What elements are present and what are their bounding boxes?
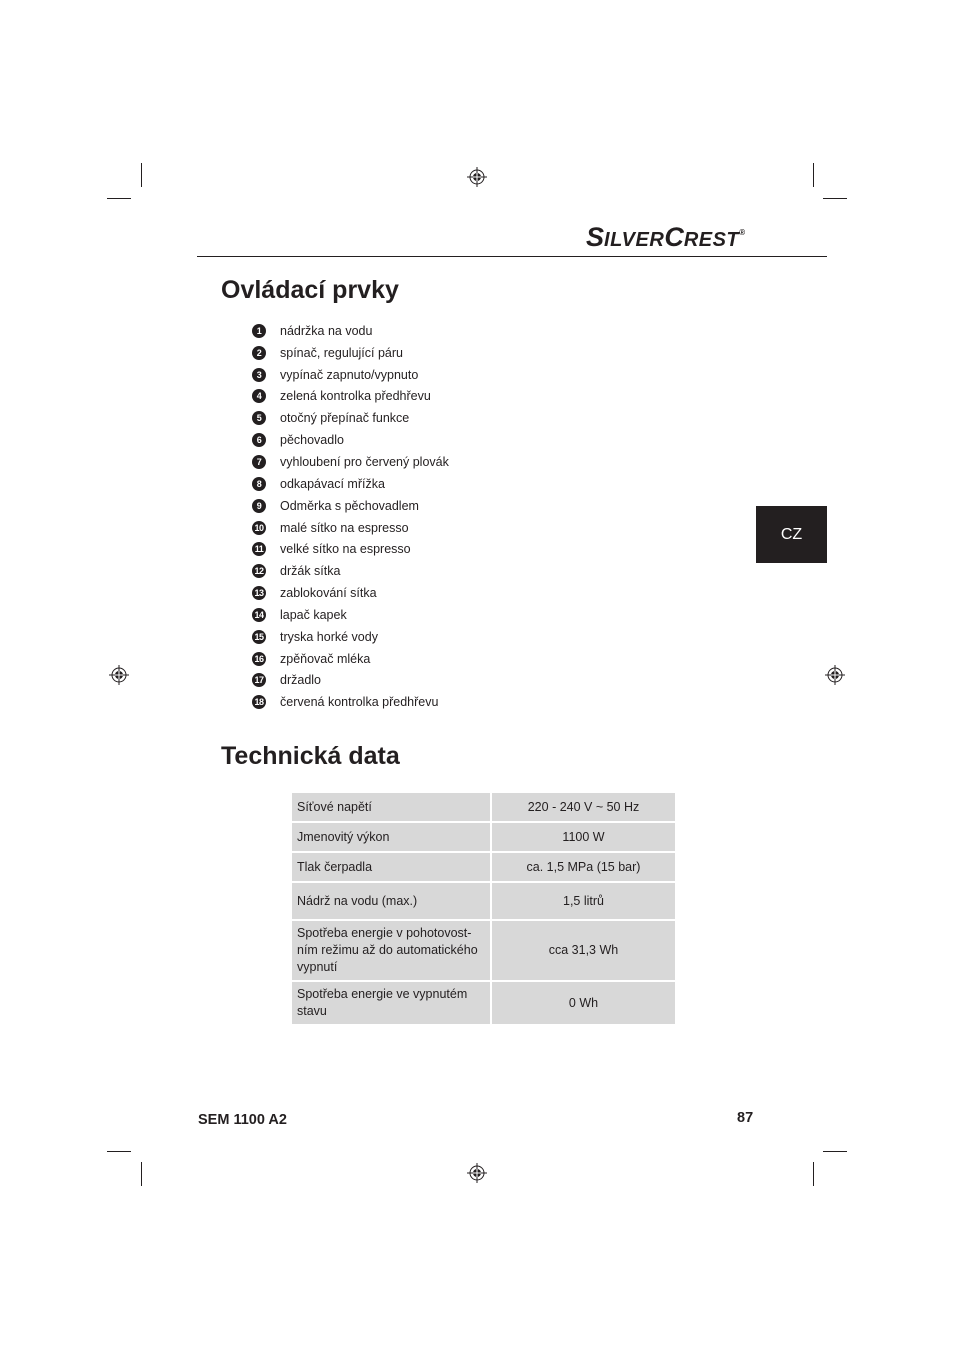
spec-value: cca 31,3 Wh: [491, 920, 676, 981]
crop-mark: [823, 198, 847, 199]
item-label: velké sítko na espresso: [280, 542, 411, 557]
item-label: držák sítka: [280, 564, 341, 579]
brand-letters: REST: [683, 229, 740, 251]
registration-mark-icon: [825, 665, 845, 685]
item-label: zpěňovač mléka: [280, 651, 371, 666]
item-number-badge: 14: [252, 608, 266, 622]
item-number-badge: 6: [252, 433, 266, 447]
item-number-badge: 5: [252, 411, 266, 425]
list-item: [252, 538, 449, 560]
registration-mark-icon: [467, 1163, 487, 1183]
list-item: [252, 582, 449, 604]
crop-mark: [107, 198, 131, 199]
list-item: [252, 648, 449, 670]
list-item: [252, 604, 449, 626]
item-label: odkapávací mřížka: [280, 476, 385, 491]
list-item: [252, 495, 449, 517]
item-number-badge: 4: [252, 389, 266, 403]
spec-value: 1,5 litrů: [491, 882, 676, 920]
table-row: [291, 981, 676, 1025]
spec-label: Spotřeba energie v pohotovost-ním režimu až do automatického vypnutí: [291, 920, 491, 981]
crop-mark: [813, 163, 814, 187]
controls-title: Ovládací prvky: [221, 276, 399, 304]
item-number-badge: 11: [252, 542, 266, 556]
table-row: [291, 822, 676, 852]
item-label: nádržka na vodu: [280, 323, 373, 338]
item-number-badge: 8: [252, 477, 266, 491]
list-item: [252, 473, 449, 495]
item-label: lapač kapek: [280, 607, 347, 622]
brand-letter: C: [664, 222, 684, 252]
registered-mark: ®: [739, 228, 746, 237]
list-item: [252, 451, 449, 473]
crop-mark: [107, 1151, 131, 1152]
item-label: zelená kontrolka předhřevu: [280, 389, 431, 404]
table-row: [291, 882, 676, 920]
item-number-badge: 15: [252, 630, 266, 644]
item-label: tryska horké vody: [280, 629, 378, 644]
item-label: držadlo: [280, 673, 321, 688]
item-number-badge: 16: [252, 652, 266, 666]
list-item: [252, 364, 449, 386]
item-number-badge: 1: [252, 324, 266, 338]
list-item: [252, 407, 449, 429]
brand-letter: S: [586, 222, 605, 252]
spec-value: 220 - 240 V ~ 50 Hz: [491, 792, 676, 822]
spec-value: 1100 W: [491, 822, 676, 852]
brand-logo: [586, 222, 756, 254]
spec-value: 0 Wh: [491, 981, 676, 1025]
spec-label: Nádrž na vodu (max.): [291, 882, 491, 920]
list-item: [252, 560, 449, 582]
spec-label: Síťové napětí: [291, 792, 491, 822]
model-number: SEM 1100 A2: [198, 1112, 287, 1128]
language-tab: CZ: [756, 506, 827, 563]
item-number-badge: 17: [252, 673, 266, 687]
item-label: vyhloubení pro červený plovák: [280, 454, 449, 469]
registration-mark-icon: [467, 167, 487, 187]
registration-mark-icon: [109, 665, 129, 685]
item-label: malé sítko na espresso: [280, 520, 409, 535]
item-number-badge: 3: [252, 368, 266, 382]
item-number-badge: 2: [252, 346, 266, 360]
spec-label: Jmenovitý výkon: [291, 822, 491, 852]
spec-value: ca. 1,5 MPa (15 bar): [491, 852, 676, 882]
list-item: [252, 429, 449, 451]
table-row: [291, 852, 676, 882]
item-number-badge: 9: [252, 499, 266, 513]
table-row: [291, 920, 676, 981]
crop-mark: [813, 1162, 814, 1186]
list-item: [252, 386, 449, 408]
item-label: vypínač zapnuto/vypnuto: [280, 367, 419, 382]
list-item: [252, 517, 449, 539]
item-label: zablokování sítka: [280, 586, 377, 601]
page-number: 87: [737, 1110, 754, 1126]
controls-list: [252, 320, 449, 713]
table-row: [291, 792, 676, 822]
crop-mark: [823, 1151, 847, 1152]
crop-mark: [141, 1162, 142, 1186]
item-number-badge: 12: [252, 564, 266, 578]
item-number-badge: 7: [252, 455, 266, 469]
brand-letters: ILVER: [604, 229, 665, 251]
technical-data-table: [290, 791, 677, 1026]
crop-mark: [141, 163, 142, 187]
technical-title: Technická data: [221, 742, 400, 770]
item-number-badge: 18: [252, 695, 266, 709]
list-item: [252, 320, 449, 342]
spec-label: Spotřeba energie ve vypnutém stavu: [291, 981, 491, 1025]
header-divider: [197, 256, 827, 257]
item-number-badge: 10: [252, 521, 266, 535]
list-item: [252, 691, 449, 713]
item-label: otočný přepínač funkce: [280, 411, 410, 426]
spec-label: Tlak čerpadla: [291, 852, 491, 882]
list-item: [252, 670, 449, 692]
list-item: [252, 626, 449, 648]
item-label: Odměrka s pěchovadlem: [280, 498, 419, 513]
list-item: [252, 342, 449, 364]
item-label: pěchovadlo: [280, 433, 344, 448]
item-label: červená kontrolka předhřevu: [280, 695, 439, 710]
item-number-badge: 13: [252, 586, 266, 600]
item-label: spínač, regulující páru: [280, 345, 403, 360]
